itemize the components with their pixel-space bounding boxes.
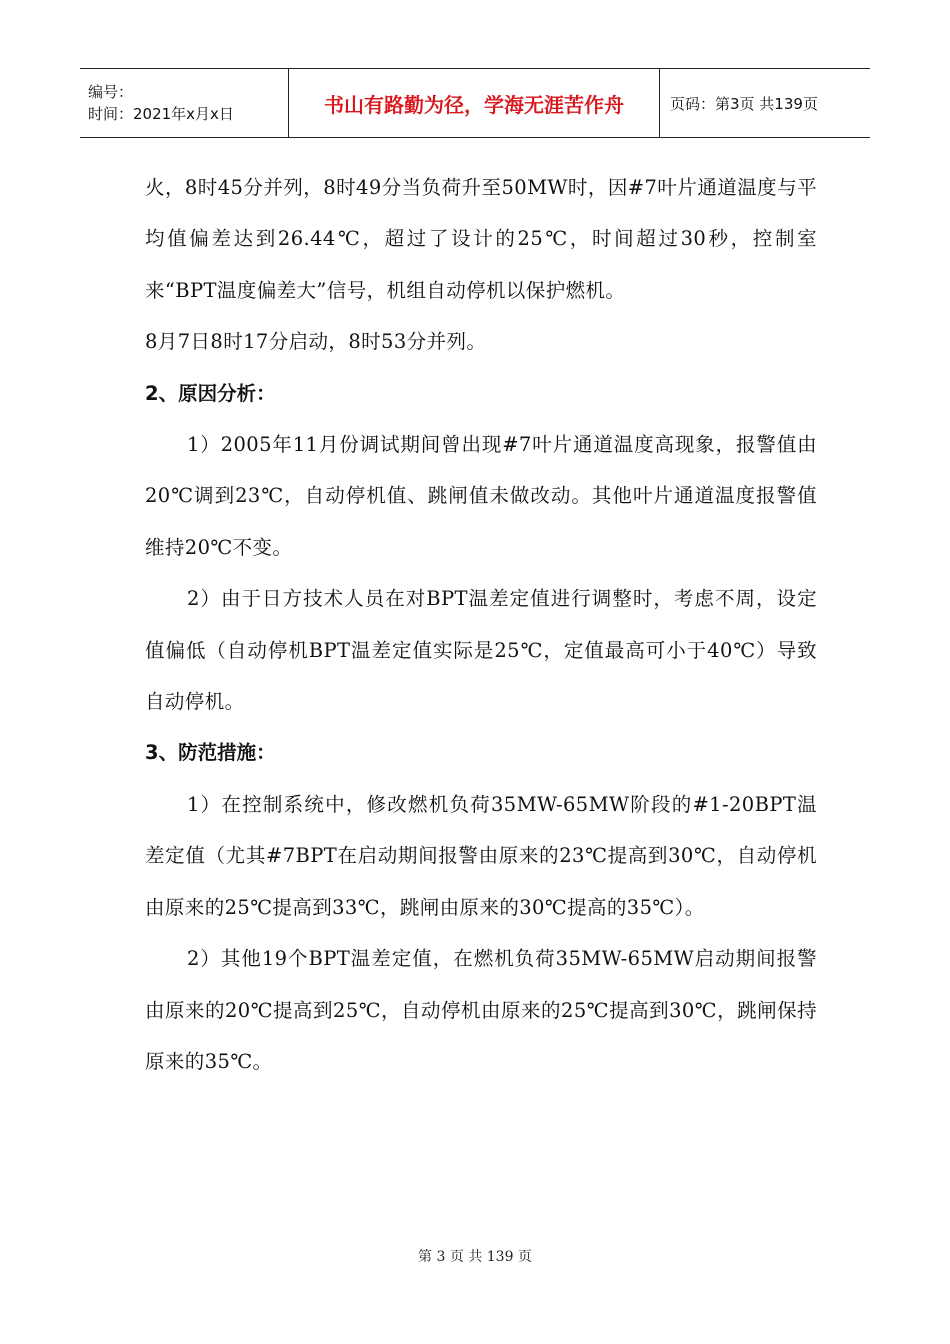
- page-footer: 第 3 页 共 139 页: [418, 1249, 532, 1265]
- date-label: 时间：2021年x月x日: [88, 105, 234, 123]
- motto-text: 书山有路勤为径，学海无涯苦作舟: [324, 92, 624, 117]
- page-info: 页码：第3页 共139页: [670, 94, 818, 113]
- paragraph-restart: 8月7日8时17分启动，8时53分并列。: [145, 330, 487, 354]
- number-label: 编号：: [88, 83, 134, 101]
- header-page-cell: [660, 69, 870, 137]
- page-header: [80, 68, 870, 138]
- measure-item-1: 1）在控制系统中，修改燃机负荷35MW-65MW阶段的#1-20BPT温差定值（尤其#7BPT在启动期间报警由原来的23℃提高到30℃，自动停机由原来的25℃提高到33℃，跳闸由原来的30℃提高的35℃）。: [145, 792, 817, 919]
- measure-item-2: 2）其他19个BPT温差定值，在燃机负荷35MW-65MW启动期间报警由原来的20℃提高到25℃，自动停机由原来的25℃提高到30℃，跳闸保持原来的35℃。: [145, 947, 817, 1073]
- header-left-cell: [80, 69, 289, 137]
- header-motto-cell: [289, 69, 660, 137]
- document-body: [145, 162, 817, 1087]
- section-heading-cause: 2、原因分析：: [145, 381, 276, 405]
- cause-item-2: 2）由于日方技术人员在对BPT温差定值进行调整时，考虑不周，设定值偏低（自动停机BPT温差定值实际是25℃，定值最高可小于40℃）导致自动停机。: [145, 587, 817, 714]
- cause-item-1: 1）2005年11月份调试期间曾出现#7叶片通道温度高现象，报警值由20℃调到23℃，自动停机值、跳闸值未做改动。其他叶片通道温度报警值维持20℃不变。: [145, 433, 817, 559]
- section-heading-measures: 3、防范措施：: [145, 741, 276, 765]
- paragraph-continuation: 火，8时45分并列，8时49分当负荷升至50MW时，因#7叶片通道温度与平均值偏差达到26.44℃，超过了设计的25℃，时间超过30秒，控制室来“BPT温度偏差大”信号，机组自动停机以保护燃机。: [145, 176, 817, 302]
